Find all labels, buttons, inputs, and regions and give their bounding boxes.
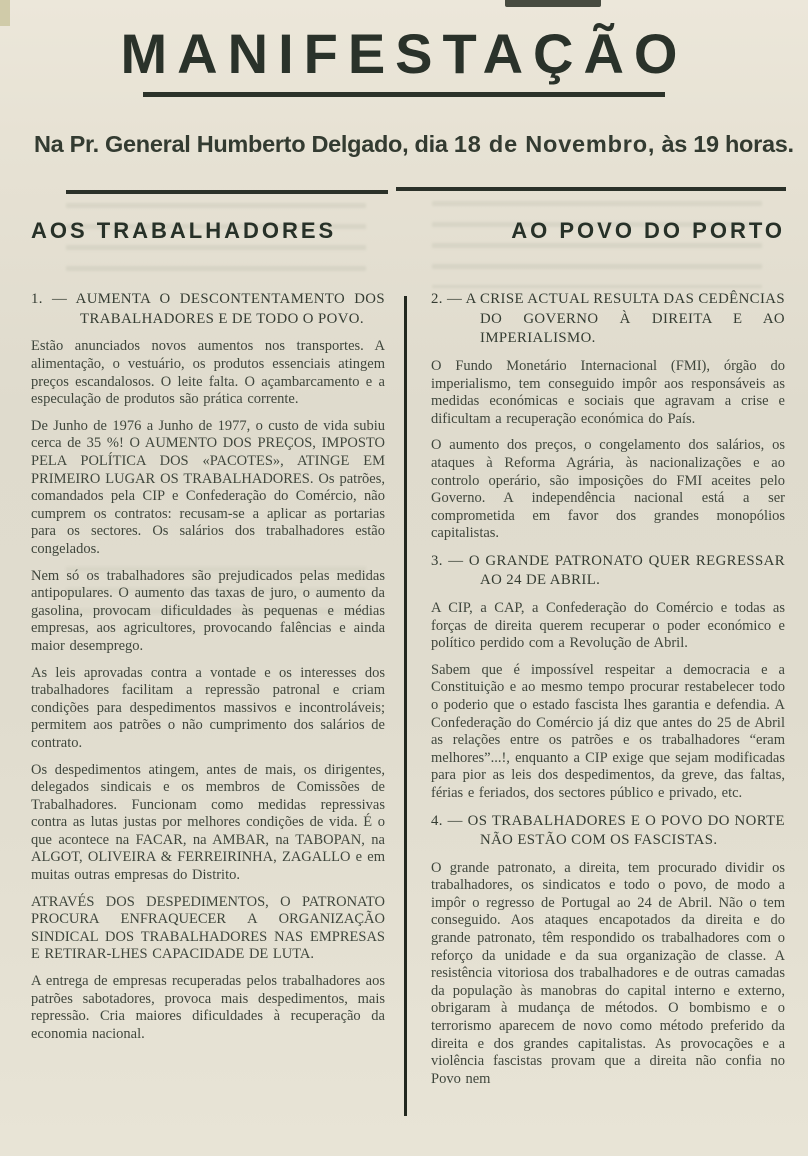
- section-divider-rule-left: [66, 190, 388, 194]
- event-date-text: 18 de Novembro,: [453, 131, 656, 157]
- section-4: [431, 812, 785, 1089]
- page-title: MANIFESTAÇÃO: [120, 22, 688, 85]
- column-header-people: AO POVO DO PORTO: [511, 218, 785, 243]
- section-1-heading: 1. — AUMENTA O DESCONTENTAMENTO DOS TRABALHADORES E DE TODO O POVO.: [31, 291, 385, 327]
- section-3-heading: 3. — O GRANDE PATRONATO QUER REGRESSAR AO 24 DE ABRIL.: [431, 552, 785, 589]
- section-1: [31, 290, 385, 1043]
- event-location-text: Na Pr. General Humberto Delgado, dia: [34, 131, 454, 157]
- section-4-heading: 4. — OS TRABALHADORES E O POVO DO NORTE NÃO ESTÃO COM OS FASCISTAS.: [431, 812, 785, 849]
- paragraph: As leis aprovadas contra a vontade e os interesses dos trabalhadores facilitam a repressão patronal e criam condições para despedimentos massivos e incontroláveis; permitem aos patrões o não cumprimento dos salários de contrato.: [31, 664, 385, 751]
- paragraph: De Junho de 1976 a Junho de 1977, o custo de vida subiu cerca de 35 %! O AUMENTO DOS PREÇOS, IMPOSTO PELA POLÍTICA DOS «PACOTES», ATINGE EM PRIMEIRO LUGAR OS TRABALHADORES. Os patrões, comandados pela CIP e Confederação do Comércio, não cumprem os contratos: recusam-se a aplicar as portarias para os sectores. Os salários dos trabalhadores estão congelados.: [31, 417, 385, 557]
- paragraph: Nem só os trabalhadores são prejudicados pelas medidas antipopulares. O aumento das taxas de juro, o aumento da gasolina, provocam dificuldades às pequenas e médias empresas, aos agricultores, provocando falências e ainda maior desemprego.: [31, 567, 385, 654]
- paragraph: O grande patronato, a direita, tem procurado dividir os trabalhadores, os sindicatos e todo o povo, de modo a impôr o regresso de Portugal ao 24 de Abril. Não o tem conseguido. Aos ataques encapotados da direita e do grande patronato, têm respondido os trabalhadores com o reforço da unidade e da sua organização de classe. A resistência vitoriosa dos trabalhadores e de outras camadas da população às manobras do capital interno e externo, obrigaram à mudança de métodos. O bombismo e o terrorismo aparecem de novo como método preferido da direita e dos grandes capitalistas. As provocações e a violência fascistas provam que a direita não confia no Povo nem: [431, 859, 785, 1087]
- paragraph: Sabem que é impossível respeitar a democracia e a Constituição e ao mesmo tempo procurar restabelecer todo o poderio que o estado fascista lhes garantia e defendia. A Confederação do Comércio já diz que antes do 25 de Abril as relações entre os patrões e os trabalhadores “eram melhores”...!, enquanto a CIP exige que sejam modificadas para pior as leis dos despedimentos, da greve, das faltas, férias e feriados, dos sectores público e privado, etc.: [431, 661, 785, 801]
- event-details-line: [0, 131, 808, 158]
- paragraph: A CIP, a CAP, a Confederação do Comércio e todas as forças de direita querem recuperar o poder económico e político perdido com a Revolução de Abril.: [431, 599, 785, 652]
- content-columns: [31, 218, 785, 1097]
- paragraph: Estão anunciados novos aumentos nos transportes. A alimentação, o vestuário, os produtos essenciais atingem preços escandalosos. O leite falta. O açambarcamento e a especulação de produtos são prática corrente.: [31, 338, 385, 408]
- section-2: [431, 290, 785, 543]
- section-2-heading: 2. — A CRISE ACTUAL RESULTA DAS CEDÊNCIAS DO GOVERNO À DIREITA E AO IMPERIALISMO.: [431, 291, 785, 347]
- event-time-text: às 19 horas.: [655, 131, 794, 157]
- paragraph: Os despedimentos atingem, antes de mais, os dirigentes, delegados sindicais e os membros de Comissões de Trabalhadores. Funcionam como medidas repressivas contra as lutas justas por melhores condições de vida. É o que acontece na FACAR, na AMBAR, na TABOPAN, na ALGOT, OLIVEIRA & FERREIRINHA, ZAGALLO e em muitas outras empresas do Distrito.: [31, 761, 385, 884]
- paragraph: O Fundo Monetário Internacional (FMI), órgão do imperialismo, tem conseguido impôr aos responsáveis as medidas económicas e sociais que agravam a crise e dificultam a recuperação económica do País.: [431, 357, 785, 427]
- paragraph-emphasis-caps: ATRAVÉS DOS DESPEDIMENTOS, O PATRONATO PROCURA ENFRAQUECER A ORGANIZAÇÃO SINDICAL DOS TRABALHADORES NAS EMPRESAS E RETIRAR-LHES CAPACIDADE DE LUTA.: [31, 893, 385, 963]
- paragraph: O aumento dos preços, o congelamento dos salários, os ataques à Reforma Agrária, às nacionalizações e ao controlo operário, são imposições do FMI aceites pelo Governo. A independência nacional está a ser comprometida em favor dos grandes monopólios capitalistas.: [431, 437, 785, 542]
- scan-artifact-corner: [0, 0, 10, 26]
- title-underline: [143, 92, 665, 97]
- section-3: [431, 552, 785, 803]
- column-people-of-porto: [431, 218, 785, 1097]
- scan-artifact-top-edge: [505, 0, 601, 7]
- column-header-workers: AOS TRABALHADORES: [31, 218, 337, 243]
- column-workers: [31, 218, 385, 1097]
- section-divider-rule-right: [396, 187, 786, 191]
- paragraph: A entrega de empresas recuperadas pelos trabalhadores aos patrões sabotadores, provoca mais despedimentos, mais repressão. Cria maiores dificuldades à recuperação da economia nacional.: [31, 973, 385, 1042]
